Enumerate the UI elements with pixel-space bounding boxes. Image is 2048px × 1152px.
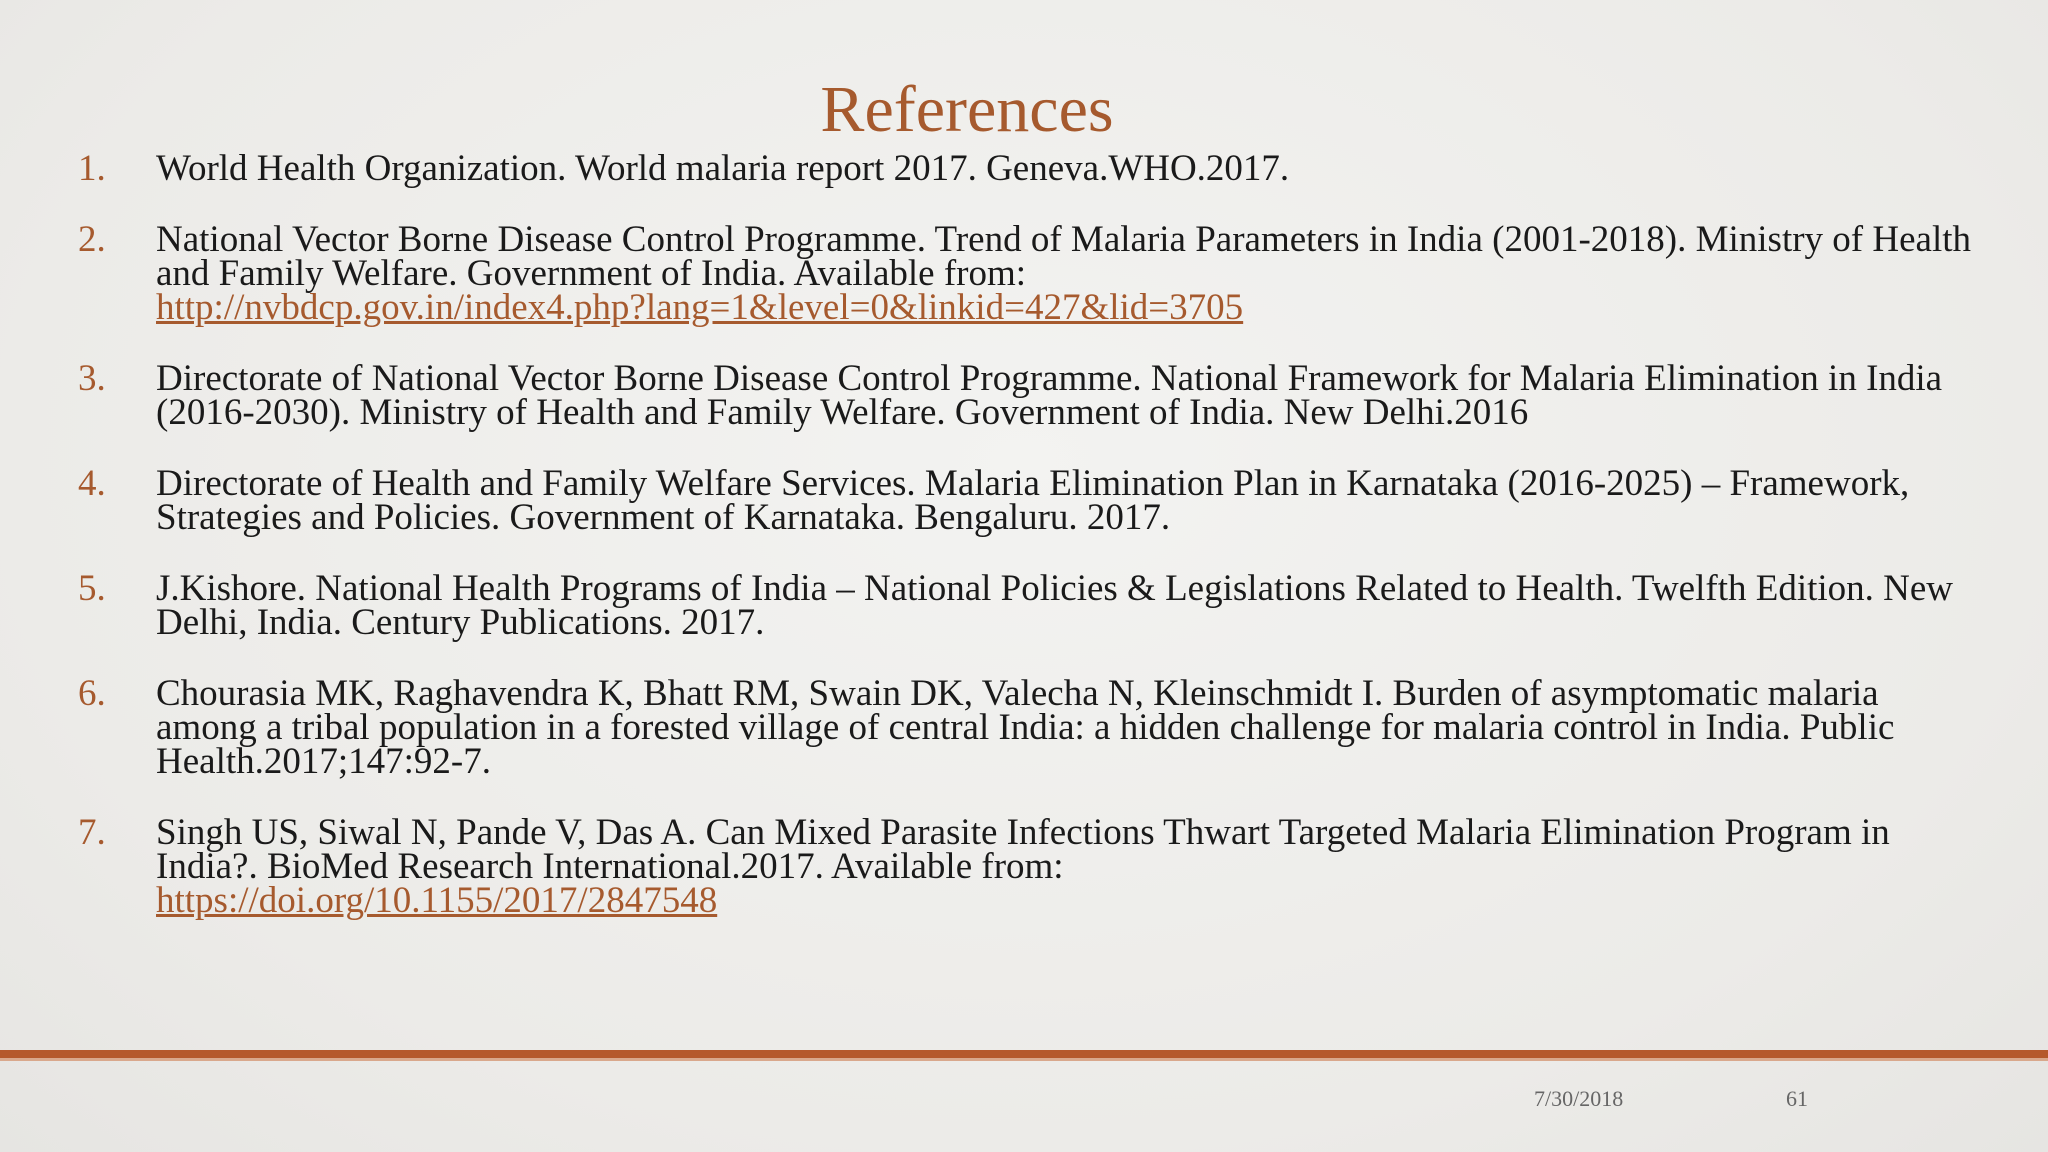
- reference-item: [78, 673, 1978, 782]
- reference-text: Directorate of National Vector Borne Disease Control Programme. National Framework for Malaria Elimination in India (2016-2030). Ministry of Health and Family Welfare. Government of India. New Delhi.2016: [156, 358, 1943, 433]
- footer-divider: [0, 1050, 2048, 1058]
- reference-text: Directorate of Health and Family Welfare Services. Malaria Elimination Plan in Karnataka (2016-2025) – Framework, Strategies and Policies. Government of Karnataka. Bengaluru. 2017.: [156, 463, 1910, 538]
- reference-number: 1.: [78, 148, 106, 189]
- reference-number: 4.: [78, 463, 106, 504]
- slide-title: References: [820, 73, 1114, 146]
- reference-item: [78, 463, 1978, 538]
- reference-number: 6.: [78, 673, 106, 714]
- reference-item: [78, 568, 1978, 643]
- reference-number: 2.: [78, 219, 106, 260]
- reference-item: [78, 358, 1978, 433]
- footer-divider-shadow: [0, 1058, 2048, 1061]
- reference-link[interactable]: https://doi.org/10.1155/2017/2847548: [156, 880, 718, 921]
- reference-text: Chourasia MK, Raghavendra K, Bhatt RM, Swain DK, Valecha N, Kleinschmidt I. Burden of asymptomatic malaria among a tribal population in a forested village of central India: a hidden challenge for malaria control in India. Public Health.2017;147:92-7.: [156, 673, 1895, 782]
- reference-text: World Health Organization. World malaria report 2017. Geneva.WHO.2017.: [156, 148, 1290, 189]
- reference-list: [78, 148, 1978, 955]
- reference-number: 5.: [78, 568, 106, 609]
- reference-link[interactable]: http://nvbdcp.gov.in/index4.php?lang=1&level=0&linkid=427&lid=3705: [156, 287, 1244, 328]
- reference-number: 7.: [78, 812, 106, 853]
- reference-number: 3.: [78, 358, 106, 399]
- page-number: 61: [1786, 1086, 1808, 1111]
- reference-text: Singh US, Siwal N, Pande V, Das A. Can Mixed Parasite Infections Thwart Targeted Malaria Elimination Program in India?. BioMed Research International.2017. Available from:: [156, 812, 1890, 887]
- footer-date: 7/30/2018: [1534, 1086, 1624, 1111]
- reference-text: National Vector Borne Disease Control Programme. Trend of Malaria Parameters in India (2001-2018). Ministry of Health and Family Welfare. Government of India. Available from:: [156, 219, 1972, 294]
- reference-item: [78, 812, 1978, 921]
- reference-text: J.Kishore. National Health Programs of India – National Policies & Legislations Related to Health. Twelfth Edition. New Delhi, India. Century Publications. 2017.: [156, 568, 1954, 643]
- reference-item: [78, 148, 1978, 189]
- reference-item: [78, 219, 1978, 328]
